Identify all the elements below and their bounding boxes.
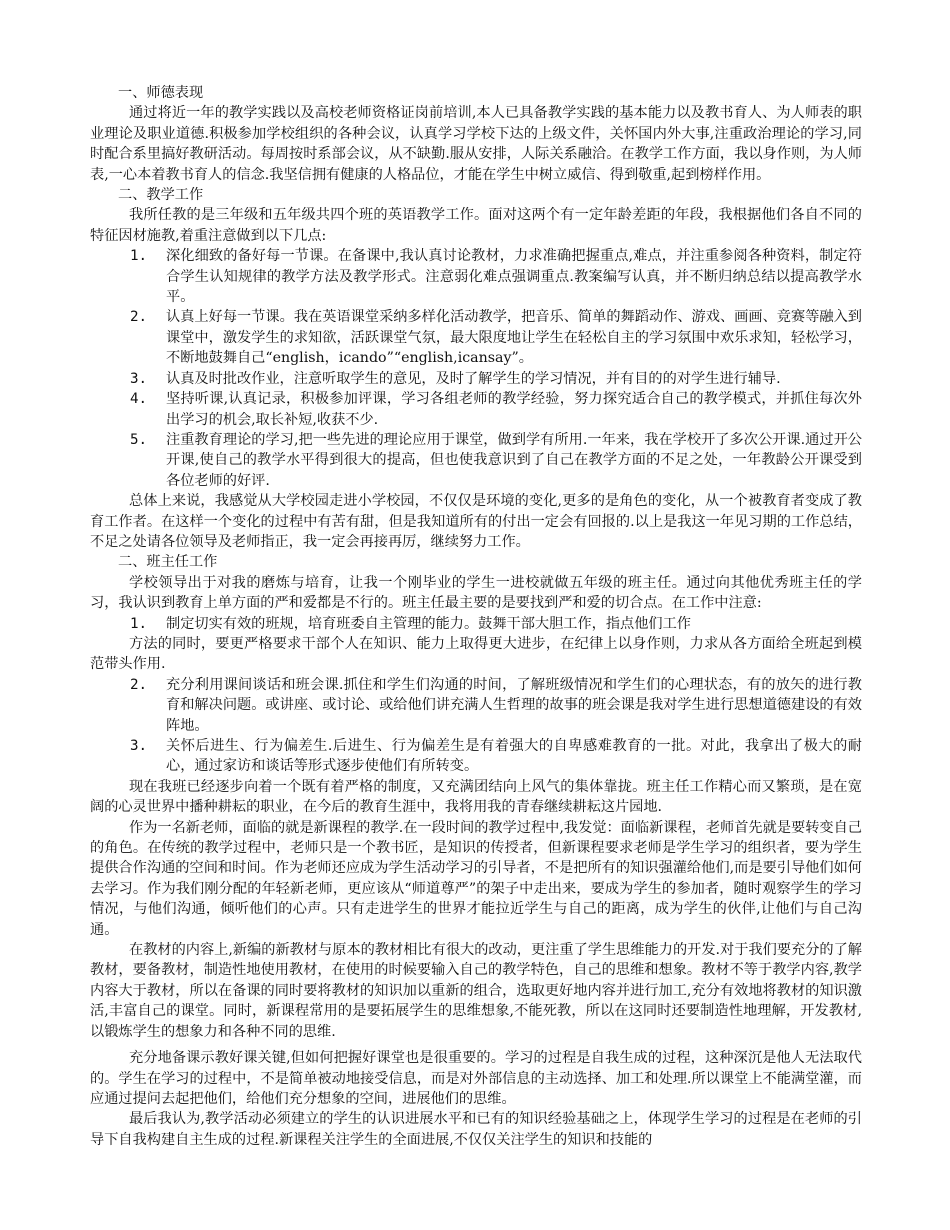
paragraph-textbook: 在教材的内容上,新编的新教材与原本的教材相比有很大的改动，更注重了学生思维能力的开发.对于我们要充分的了解教材，要备教材，制造性地使用教材，在使用的时候要输入自己的教学特色，自己的思维和想象。教材不等于教学内容,教学内容大于教材，所以在备课的同时要将教材的知识加以重新的组合，选取更好地内容并进行加工,充分有效地将教材的知识激活,丰富自己的课堂。同时，新课程常用的是要拓展学生的思维想象,不能死教，所以在这同时还要制造性地理解，开发教材,以锻炼学生的想象力和各种不同的思维.	[90, 942, 862, 1040]
section-heading-class-teacher: 二、班主任工作	[118, 554, 218, 571]
list-text: 认真上好每一节课。我在英语课堂采纳多样化活动教学，把音乐、简单的舞蹈动作、游戏、画画、竞赛等融入到课堂中，激发学生的求知欲，活跃课堂气氛，最大限度地让学生在轻松自主的学习氛围中欢乐求知，轻松学习，不断地鼓舞自己“english，icando”“english,icansay”。	[166, 309, 862, 367]
list-text: 坚持听课,认真记录，积极参加评课，学习各组老师的教学经验，努力探究适合自己的教学模式，并抓住每次外出学习的机会,取长补短,收获不少.	[166, 391, 862, 428]
list-number: 2.	[130, 309, 148, 326]
teaching-list	[90, 246, 862, 491]
list-item	[90, 675, 862, 736]
list-number: 3.	[130, 738, 148, 754]
paragraph-class-result: 现在我班已经逐步向着一个既有着严格的制度，又充满团结向上风气的集体靠拢。班主任工作精心而又繁琐，是在宽阔的心灵世界中播种耕耘的职业，在今后的教育生涯中，我将用我的青春继续耕耘这片园地.	[90, 778, 862, 816]
section-heading-teaching: 二、教学工作	[118, 187, 204, 204]
list-item	[90, 736, 862, 777]
list-text: 充分利用课间谈话和班会课.抓住和学生们沟通的时间，了解班级情况和学生们的心理状态，有的放矢的进行教育和解决问题。或讲座、或讨论、或给他们讲充满人生哲理的故事的班会课是我对学生进行思想道德建设的有效阵地。	[166, 676, 862, 734]
class-list-first	[90, 614, 862, 634]
list-text: 深化细致的备好每一节课。在备课中,我认真讨论教材，力求准确把握重点,难点，并注重参阅各种资料，制定符合学生认知规律的教学方法及教学形式。注意弱化难点强调重点.教案编写认真，并不断归纳总结以提高教学水平。	[166, 248, 862, 306]
list-item	[90, 389, 862, 430]
class-list-rest	[90, 675, 862, 777]
paragraph-class-method: 方法的同时，要更严格要求干部个人在知识、能力上取得更大进步，在纪律上以身作则，力求从各方面给全班起到模范带头作用.	[90, 635, 862, 673]
list-item	[90, 430, 862, 491]
paragraph-new-teacher: 作为一名新老师，面临的就是新课程的教学.在一段时间的教学过程中,我发觉：面临新课程，老师首先就是要转变自己的角色。在传统的教学过程中，老师只是一个教书匠，是知识的传授者，但新课程要求老师是学生学习的组织者，要为学生提供合作沟通的空间和时间。作为老师还应成为学生活动学习的引导者，不是把所有的知识强灌给他们,而是要引导他们如何去学习。作为我们刚分配的年轻新老师，更应该从“师道尊严”的架子中走出来，要成为学生的参加者，随时观察学生的学习情况，与他们沟通，倾听他们的心声。只有走进学生的世界才能拉近学生与自己的距离，成为学生的伙伴,让他们与自己沟通。	[90, 819, 862, 938]
paragraph-ethics: 通过将近一年的教学实践以及高校老师资格证岗前培训,本人已具备教学实践的基本能力以及教书育人、为人师表的职业理论及职业道德.积极参加学校组织的各种会议，认真学习学校下达的上级文件，关怀国内外大事,注重政治理论的学习,同时配合系里搞好教研活动。每周按时系部会议，从不缺勤.服从安排，人际关系融洽。在教学工作方面，我以身作则，为人师表,一心本着教书育人的信念.我坚信拥有健康的人格品位，才能在学生中树立威信、得到敬重,起到榜样作用。	[90, 105, 862, 183]
paragraph-conclusion: 最后我认为,教学活动必须建立的学生的认识进展水平和已有的知识经验基础之上，体现学生学习的过程是在老师的引导下自我构建自主生成的过程.新课程关注学生的全面进展,不仅仅关注学生的知识和技能的	[90, 1111, 862, 1148]
section-heading-ethics: 一、师德表现	[118, 85, 204, 101]
list-item	[90, 246, 862, 307]
list-item	[90, 369, 862, 389]
paragraph-teaching-intro: 我所任教的是三年级和五年级共四个班的英语教学工作。面对这两个有一定年龄差距的年段，我根据他们各自不同的特征因材施教,着重注意做到以下几点:	[90, 207, 862, 244]
paragraph-classroom: 充分地备课示教好课关键,但如何把握好课堂也是很重要的。学习的过程是自我生成的过程，这种深沉是他人无法取代的。学生在学习的过程中，不是简单被动地接受信息，而是对外部信息的主动选择、加工和处理.所以课堂上不能满堂灌，而应通过提问去起把他们，给他们充分想象的空间，进展他们的思维。	[90, 1050, 862, 1107]
paragraph-class-teacher-intro: 学校领导出于对我的磨炼与培育，让我一个刚毕业的学生一进校就做五年级的班主任。通过向其他优秀班主任的学习，我认识到教育上单方面的严和爱都是不行的。班主任最主要的是要找到严和爱的切合点。在工作中注意:	[90, 574, 862, 612]
list-number: 1.	[130, 615, 148, 632]
list-item	[90, 614, 862, 634]
list-text: 注重教育理论的学习,把一些先进的理论应用于课堂，做到学有所用.一年来，我在学校开了多次公开课.通过开公开课,使自己的教学水平得到很大的提高，但也使我意识到了自己在教学方面的不足之处，一年教龄公开课受到各位老师的好评.	[166, 431, 862, 489]
list-number: 3.	[130, 370, 148, 387]
paragraph-summary: 总体上来说，我感觉从大学校园走进小学校园，不仅仅是环境的变化,更多的是角色的变化，从一个被教育者变成了教育工作者。在这样一个变化的过程中有苦有甜，但是我知道所有的付出一定会有回报的.以上是我这一年见习期的工作总结，不足之处请各位领导及老师指正，我一定会再接再厉，继续努力工作。	[90, 493, 862, 550]
list-number: 2.	[130, 676, 148, 693]
list-number: 5.	[130, 431, 148, 448]
list-text: 关怀后进生、行为偏差生.后进生、行为偏差生是有着强大的自卑感难教育的一批。对此，我拿出了极大的耐心，通过家访和谈话等形式逐步使他们有所转变。	[166, 738, 862, 775]
list-text: 制定切实有效的班规，培育班委自主管理的能力。鼓舞干部大胆工作，指点他们工作	[166, 615, 691, 632]
list-number: 4.	[130, 391, 148, 408]
list-text: 认真及时批改作业，注意听取学生的意见，及时了解学生的学习情况，并有目的的对学生进行辅导.	[166, 370, 781, 387]
list-number: 1.	[130, 248, 148, 265]
list-item	[90, 307, 862, 368]
